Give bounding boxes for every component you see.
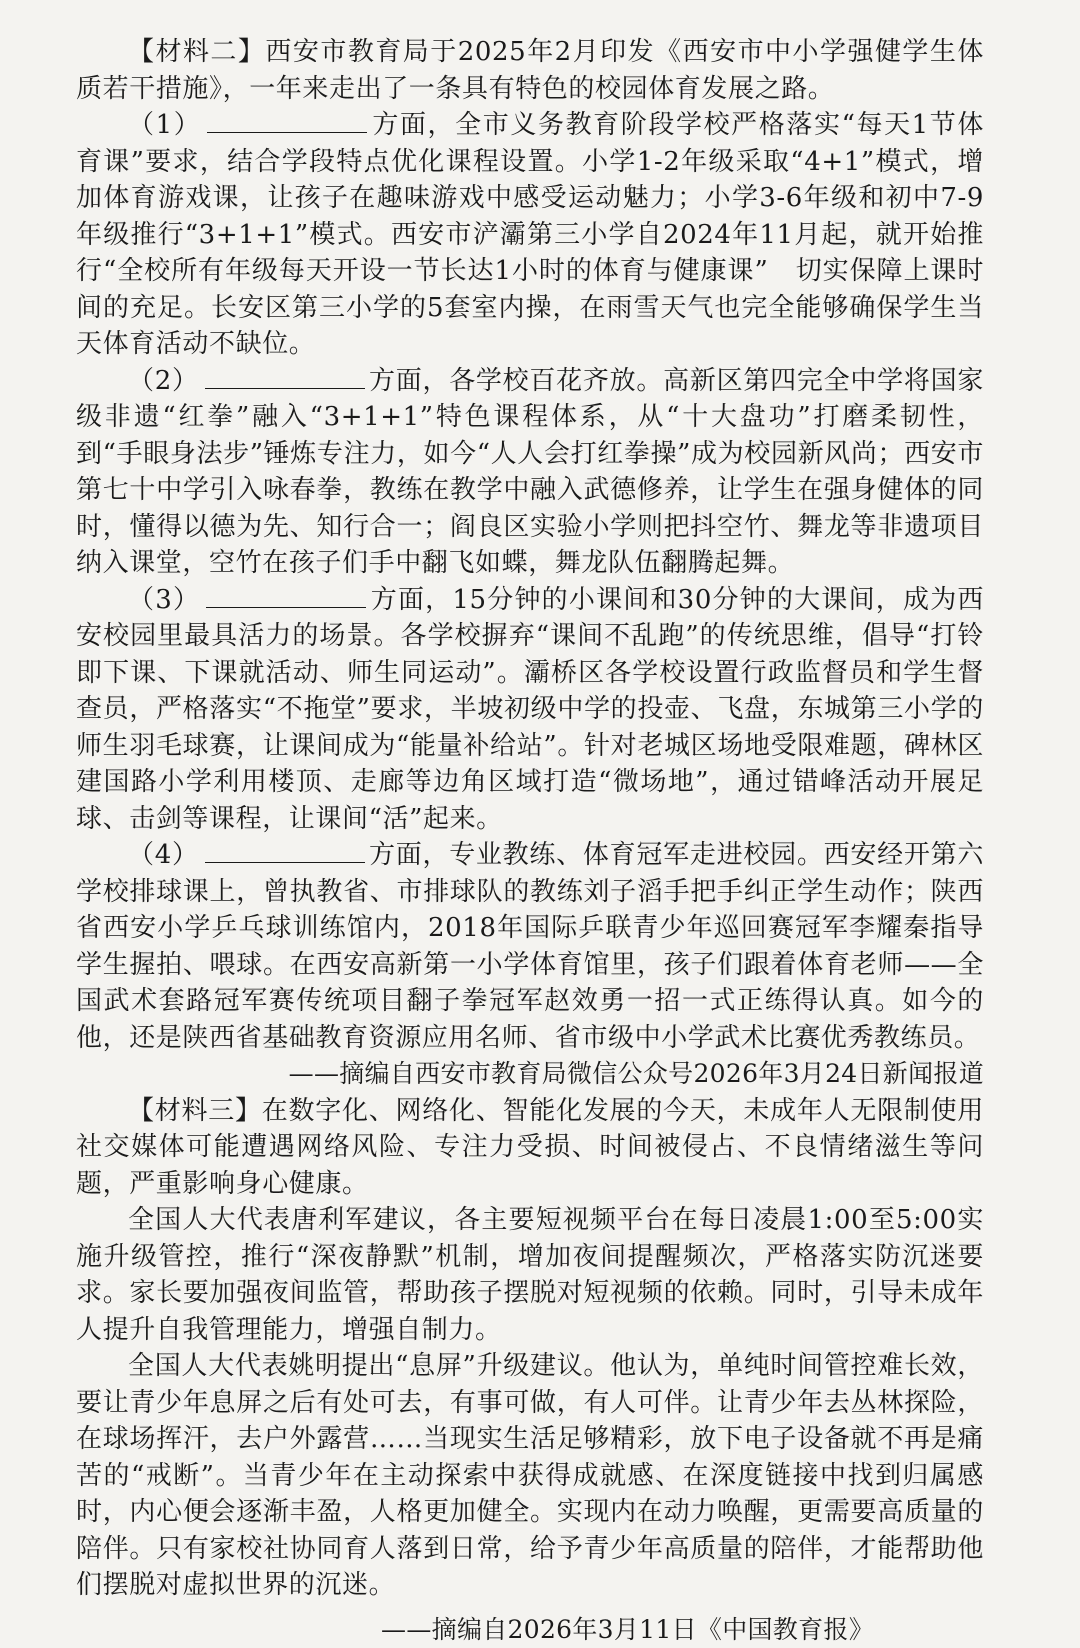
material3-source: ——摘编自2026年3月11日《中国教育报》 — [76, 1612, 984, 1648]
material2-intro — [76, 34, 984, 107]
material2-item-1 — [76, 107, 984, 363]
item-number: （1） — [128, 110, 201, 140]
answer-blank-2 — [205, 366, 365, 389]
material3-label: 【材料三】 — [128, 1096, 262, 1126]
item-text: 方面，15分钟的小课间和30分钟的大课间，成为西安校园里最具活力的场景。各学校摒弃“课间不乱跑”的传统思维，倡导“打铃即下课、下课就活动、师生同运动”。灞桥区各学校设置行政监督员和学生督查员，严格落实“不拖堂”要求，半坡初级中学的投壶、飞盘，东城第三小学的师生羽毛球赛，让课间成为“能量补给站”。针对老城区场地受限难题，碑林区建国路小学利用楼顶、走廊等边角区域打造“微场地”，通过错峰活动开展足球、击剑等课程，让课间“活”起来。 — [76, 585, 984, 834]
item-number: （4） — [128, 840, 199, 870]
material2-label: 【材料二】 — [128, 37, 265, 67]
answer-blank-1 — [207, 110, 367, 133]
material3-intro-text: 在数字化、网络化、智能化发展的今天，未成年人无限制使用社交媒体可能遭遇网络风险、专注力受损、时间被侵占、不良情绪滋生等问题，严重影响身心健康。 — [76, 1096, 984, 1199]
material2-source: ——摘编自西安市教育局微信公众号2026年3月24日新闻报道 — [76, 1056, 984, 1093]
material3-paragraph-1: 全国人大代表唐利军建议，各主要短视频平台在每日凌晨1:00至5:00实施升级管控，推行“深夜静默”机制，增加夜间提醒频次，严格落实防沉迷要求。家长要加强夜间监管，帮助孩子摆脱对短视频的依赖。同时，引导未成年人提升自我管理能力，增强自制力。 — [76, 1202, 984, 1348]
item-text: 方面，专业教练、体育冠军走进校园。西安经开第六学校排球课上，曾执教省、市排球队的教练刘子滔手把手纠正学生动作；陕西省西安小学乒乓球训练馆内，2018年国际乒联青少年巡回赛冠军李耀秦指导学生握拍、喂球。在西安高新第一小学体育馆里，孩子们跟着体育老师——全国武术套路冠军赛传统项目翻子拳冠军赵效勇一招一式正练得认真。如今的他，还是陕西省基础教育资源应用名师、省市级中小学武术比赛优秀教练员。 — [76, 840, 984, 1053]
item-number: （3） — [128, 585, 200, 615]
item-number: （2） — [128, 366, 199, 396]
answer-blank-3 — [206, 585, 366, 608]
material2-item-4 — [76, 837, 984, 1056]
item-text: 方面，各学校百花齐放。高新区第四完全中学将国家级非遗“红拳”融入“3+1+1”特色课程体系，从“十大盘功”打磨柔韧性，到“手眼身法步”锤炼专注力，如今“人人会打红拳操”成为校园新风尚；西安市第七十中学引入咏春拳，教练在教学中融入武德修养，让学生在强身健体的同时，懂得以德为先、知行合一；阎良区实验小学则把抖空竹、舞龙等非遗项目纳入课堂，空竹在孩子们手中翻飞如蝶，舞龙队伍翻腾起舞。 — [76, 366, 984, 579]
material2-intro-text: 西安市教育局于2025年2月印发《西安市中小学强健学生体质若干措施》，一年来走出了一条具有特色的校园体育发展之路。 — [76, 37, 984, 104]
material3-intro — [76, 1093, 984, 1203]
answer-blank-4 — [205, 840, 365, 863]
material3-paragraph-2: 全国人大代表姚明提出“息屏”升级建议。他认为，单纯时间管控难长效，要让青少年息屏之后有处可去，有事可做，有人可伴。让青少年去丛林探险，在球场挥汗，去户外露营……当现实生活足够精彩，放下电子设备就不再是痛苦的“戒断”。当青少年在主动探索中获得成就感、在深度链接中找到归属感时，内心便会逐渐丰盈，人格更加健全。实现内在动力唤醒，更需要高质量的陪伴。只有家校社协同育人落到日常，给予青少年高质量的陪伴，才能帮助他们摆脱对虚拟世界的沉迷。 — [76, 1348, 984, 1604]
material2-item-2 — [76, 363, 984, 582]
material2-item-3 — [76, 582, 984, 838]
item-text: 方面，全市义务教育阶段学校严格落实“每天1节体育课”要求，结合学段特点优化课程设置。小学1-2年级采取“4+1”模式，增加体育游戏课，让孩子在趣味游戏中感受运动魅力；小学3-6年级和初中7-9年级推行“3+1+1”模式。西安市浐灞第三小学自2024年11月起，就开始推行“全校所有年级每天开设一节长达1小时的体育与健康课” 切实保障上课时间的充足。长安区第三小学的5套室内操，在雨雪天气也完全能够确保学生当天体育活动不缺位。 — [76, 110, 984, 359]
